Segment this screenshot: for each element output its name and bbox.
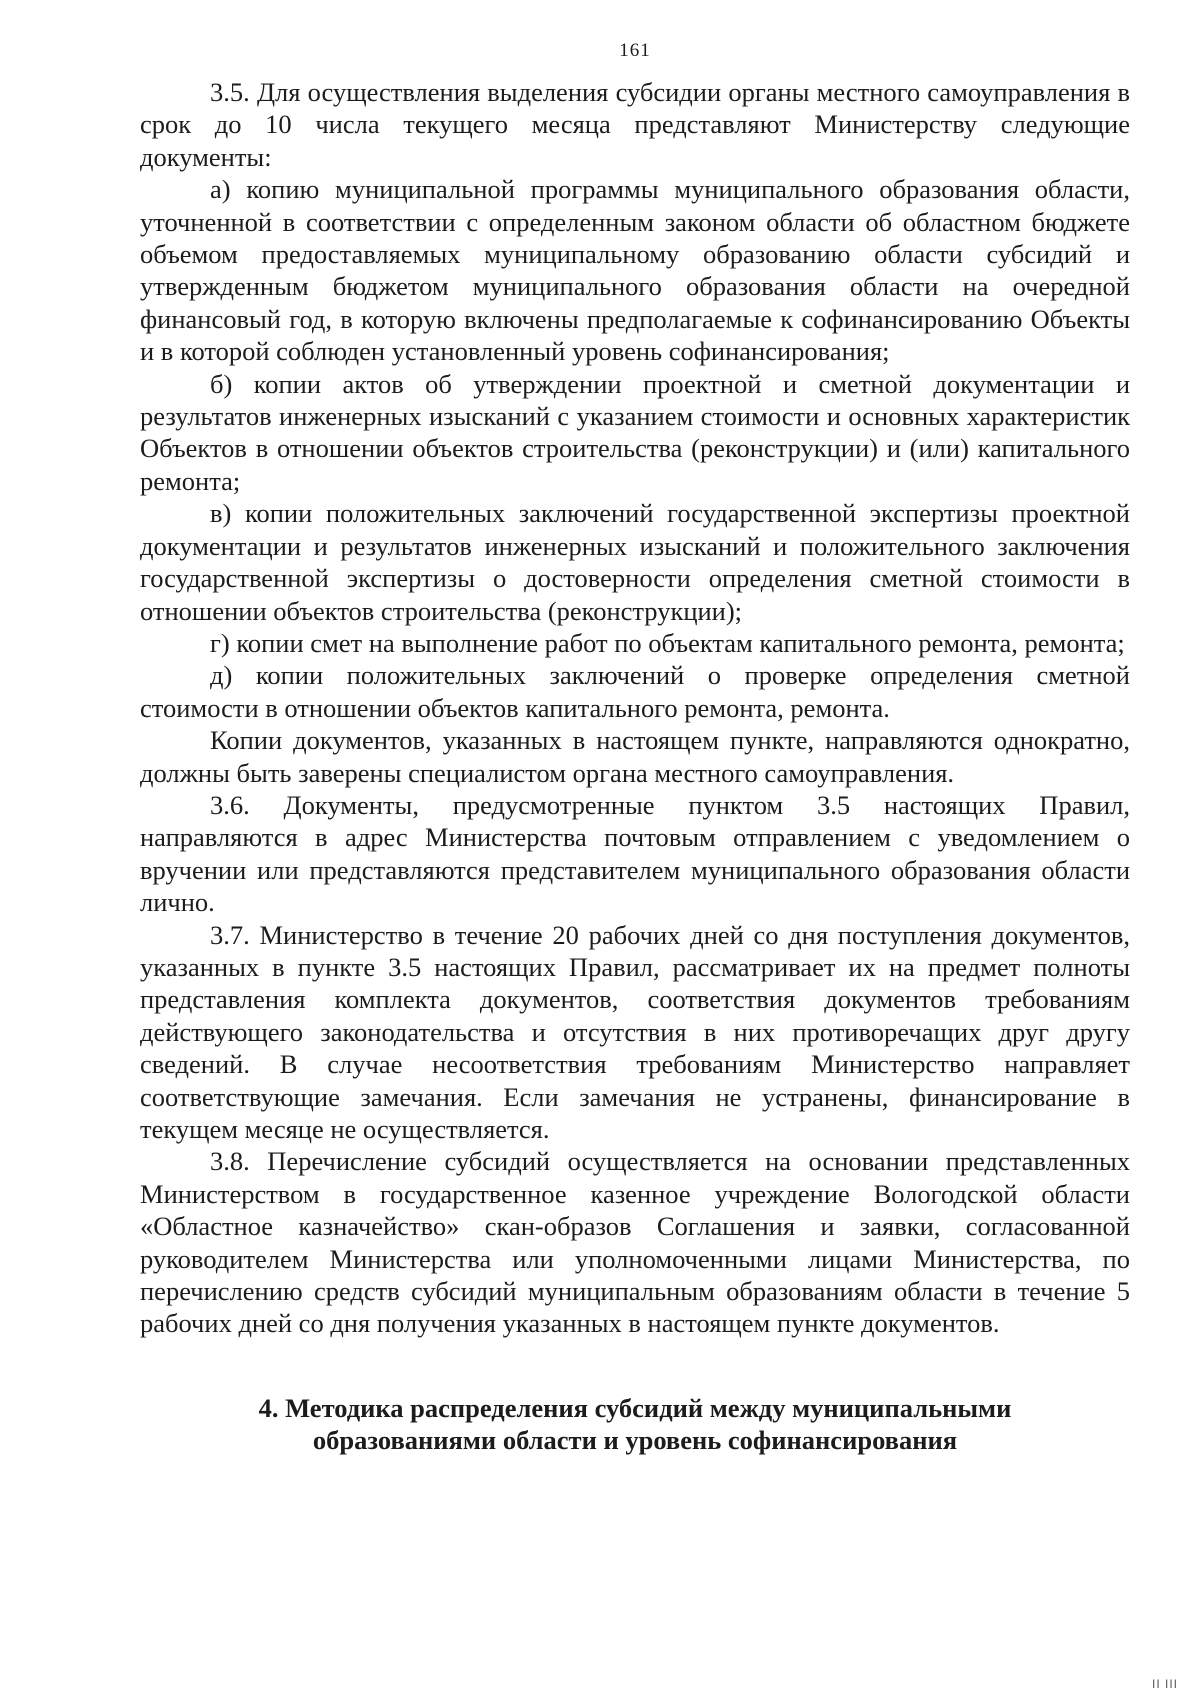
document-body bbox=[140, 76, 1130, 1340]
paragraph-3-7: 3.7. Министерство в течение 20 рабочих дней со дня поступления документов, указанных в пункте 3.5 настоящих Правил, рассматривает их на предмет полноты представления комплекта документов, соответствия документов требованиям действующего законодательства и отсутствия в них противоречащих друг другу сведений. В случае несоответствия требованиям Министерство направляет соответствующие замечания. Если замечания не устранены, финансирование в текущем месяце не осуществляется. bbox=[140, 919, 1130, 1144]
paragraph-3-5-a: а) копию муниципальной программы муниципального образования области, уточненной в соответствии с определенным законом области об областном бюджете объемом предоставляемых муниципальному образованию области субсидий и утвержденным бюджетом муниципального образования области на очередной финансовый год, в которую включены предполагаемые к софинансированию Объекты и в которой соблюден установленный уровень софинансирования; bbox=[140, 174, 1130, 367]
paragraph-3-5-g: г) копии смет на выполнение работ по объектам капитального ремонта, ремонта; bbox=[210, 627, 1125, 658]
section-title bbox=[140, 1392, 1130, 1456]
section-title-line-1: 4. Методика распределения субсидий между муниципальными bbox=[258, 1392, 1012, 1423]
paragraph-3-8: 3.8. Перечисление субсидий осуществляется на основании представленных Министерством в государственное казенное учреждение Вологодской области «Областное казначейство» скан-образов Соглашения и заявки, согласованной руководителем Министерства или уполномоченными лицами Министерства, по перечислению средств субсидий муниципальным образованиям области в течение 5 рабочих дней со дня получения указанных в настоящем пункте документов. bbox=[140, 1146, 1130, 1339]
page-number: 161 bbox=[619, 40, 651, 61]
paragraph-copies: Копии документов, указанных в настоящем пункте, направляются однократно, должны быть заверены специалистом органа местного самоуправления. bbox=[140, 725, 1130, 788]
paragraph-3-5-b: б) копии актов об утверждении проектной и сметной документации и результатов инженерных изысканий с указанием стоимости и основных характеристик Объектов в отношении объектов строительства (реконструкции) и (или) капитального ремонта; bbox=[140, 368, 1130, 496]
section-title-line-2: образованиями области и уровень софинансирования bbox=[312, 1424, 958, 1455]
paragraph-3-5: 3.5. Для осуществления выделения субсидии органы местного самоуправления в срок до 10 числа текущего месяца представляют Министерству следующие документы: bbox=[140, 77, 1130, 172]
corner-mark: ІІ ІІІ bbox=[1151, 1677, 1178, 1691]
paragraph-3-5-d: д) копии положительных заключений о проверке определения сметной стоимости в отношении объектов капитального ремонта, ремонта. bbox=[140, 660, 1130, 723]
document-page bbox=[140, 40, 1130, 1456]
paragraph-3-6: 3.6. Документы, предусмотренные пунктом 3.5 настоящих Правил, направляются в адрес Министерства почтовым отправлением с уведомлением о вручении или представляются представителем муниципального образования области лично. bbox=[140, 789, 1130, 918]
paragraph-3-5-v: в) копии положительных заключений государственной экспертизы проектной документации и результатов инженерных изысканий и положительного заключения государственной экспертизы о достоверности определения сметной стоимости в отношении объектов строительства (реконструкции); bbox=[140, 498, 1130, 626]
